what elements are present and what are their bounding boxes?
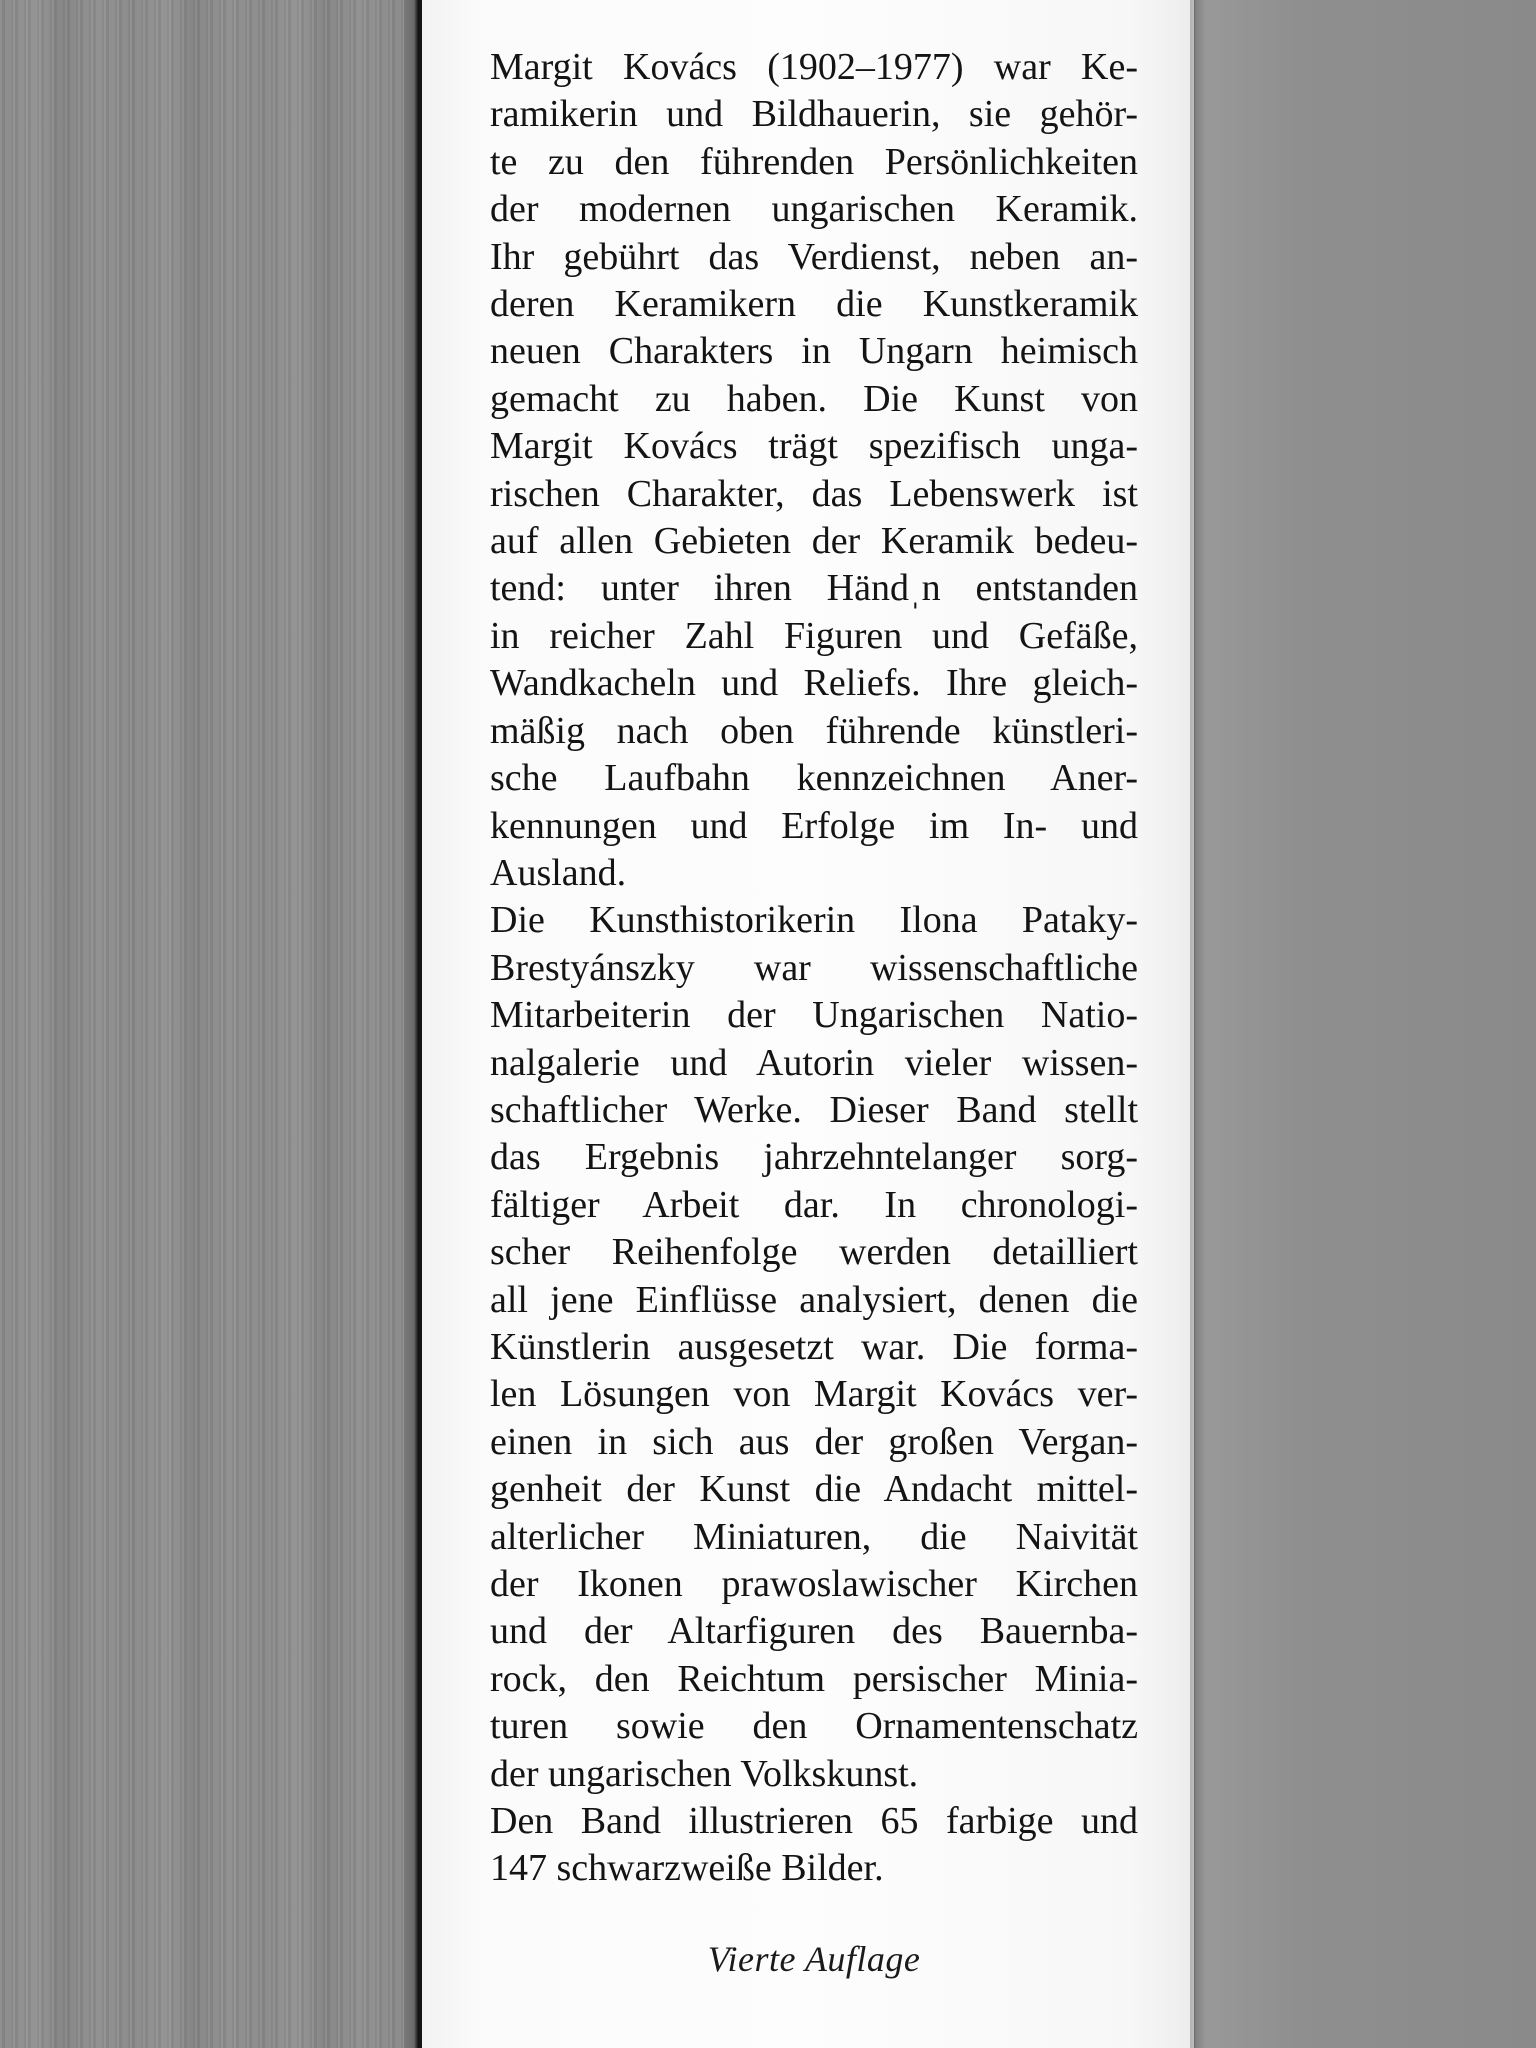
- text-line: rock, den Reichtum persischer Minia-: [490, 1657, 1138, 1700]
- text-line: und der Altarfiguren des Bauernba-: [490, 1610, 1138, 1653]
- text-line: mäßig nach oben führende künstleri-: [490, 709, 1138, 752]
- text-line: tend: unter ihren Händˌn entstanden: [490, 567, 1138, 610]
- text-line: Künstlerin ausgesetzt war. Die forma-: [490, 1325, 1138, 1368]
- text-line: das Ergebnis jahrzehntelanger sorg-: [490, 1136, 1138, 1179]
- wood-edge-shadow: [404, 0, 422, 2048]
- wood-background: [0, 0, 418, 2048]
- text-line: der modernen ungarischen Keramik.: [490, 188, 1138, 231]
- text-line: Wandkacheln und Reliefs. Ihre gleich-: [490, 662, 1138, 705]
- text-line: neuen Charakters in Ungarn heimisch: [490, 330, 1138, 373]
- text-line: der ungarischen Volkskunst.: [490, 1752, 919, 1795]
- text-line: auf allen Gebieten der Keramik bedeu-: [490, 520, 1138, 563]
- text-line: der Ikonen prawoslawischer Kirchen: [490, 1563, 1138, 1605]
- text-line: einen in sich aus der großen Vergan-: [490, 1420, 1138, 1463]
- paragraph-author-bio: [490, 897, 1138, 1798]
- text-line: Die Kunsthistorikerin Ilona Pataky-: [490, 899, 1138, 942]
- text-line: turen sowie den Ornamentenschatz: [490, 1705, 1138, 1748]
- text-line: fältiger Arbeit dar. In chronologi-: [490, 1183, 1138, 1226]
- paragraph-artist-bio: [490, 44, 1138, 897]
- text-line: rischen Charakter, das Lebenswerk ist: [490, 472, 1138, 515]
- edition-note: Vierte Auflage: [707, 1939, 921, 1979]
- text-line: in reicher Zahl Figuren und Gefäße,: [490, 614, 1138, 657]
- text-line: schaftlicher Werke. Dieser Band stellt: [490, 1088, 1138, 1131]
- text-line: scher Reihenfolge werden detailliert: [490, 1231, 1138, 1274]
- text-line: kennungen und Erfolge im In- und: [490, 804, 1138, 847]
- text-line: alterlicher Miniaturen, die Naivität: [490, 1515, 1138, 1558]
- text-line: genheit der Kunst die Andacht mittel-: [490, 1468, 1138, 1511]
- text-line: Ausland.: [490, 851, 627, 894]
- text-line: all jene Einflüsse analysiert, denen die: [490, 1278, 1138, 1321]
- text-line: Ihr gebührt das Verdienst, neben an-: [490, 235, 1138, 278]
- text-line: nalgalerie und Autorin vieler wissen-: [490, 1041, 1138, 1084]
- text-line: deren Keramikern die Kunstkeramik: [490, 283, 1138, 326]
- text-line: Den Band illustrieren 65 farbige und: [490, 1800, 1138, 1843]
- text-line: Brestyánszky war wissenschaftliche: [490, 946, 1138, 989]
- text-line: sche Laufbahn kennzeichnen Aner-: [490, 757, 1138, 800]
- flap-edge-shadow: [1190, 0, 1206, 2048]
- text-line: len Lösungen von Margit Kovács ver-: [490, 1373, 1138, 1416]
- flap-text-column: [490, 44, 1138, 1893]
- text-line: 147 schwarzweiße Bilder.: [490, 1847, 884, 1890]
- paragraph-illustrations: [490, 1798, 1138, 1893]
- text-line: Margit Kovács (1902–1977) war Ke-: [490, 46, 1138, 88]
- text-line: Mitarbeiterin der Ungarischen Natio-: [490, 994, 1138, 1037]
- text-line: ramikerin und Bildhauerin, sie gehör-: [490, 93, 1138, 136]
- text-line: Margit Kovács trägt spezifisch unga-: [490, 425, 1138, 468]
- text-line: te zu den führenden Persönlichkeiten: [490, 140, 1138, 183]
- gray-board-background: [1194, 0, 1536, 2048]
- text-line: gemacht zu haben. Die Kunst von: [490, 377, 1138, 420]
